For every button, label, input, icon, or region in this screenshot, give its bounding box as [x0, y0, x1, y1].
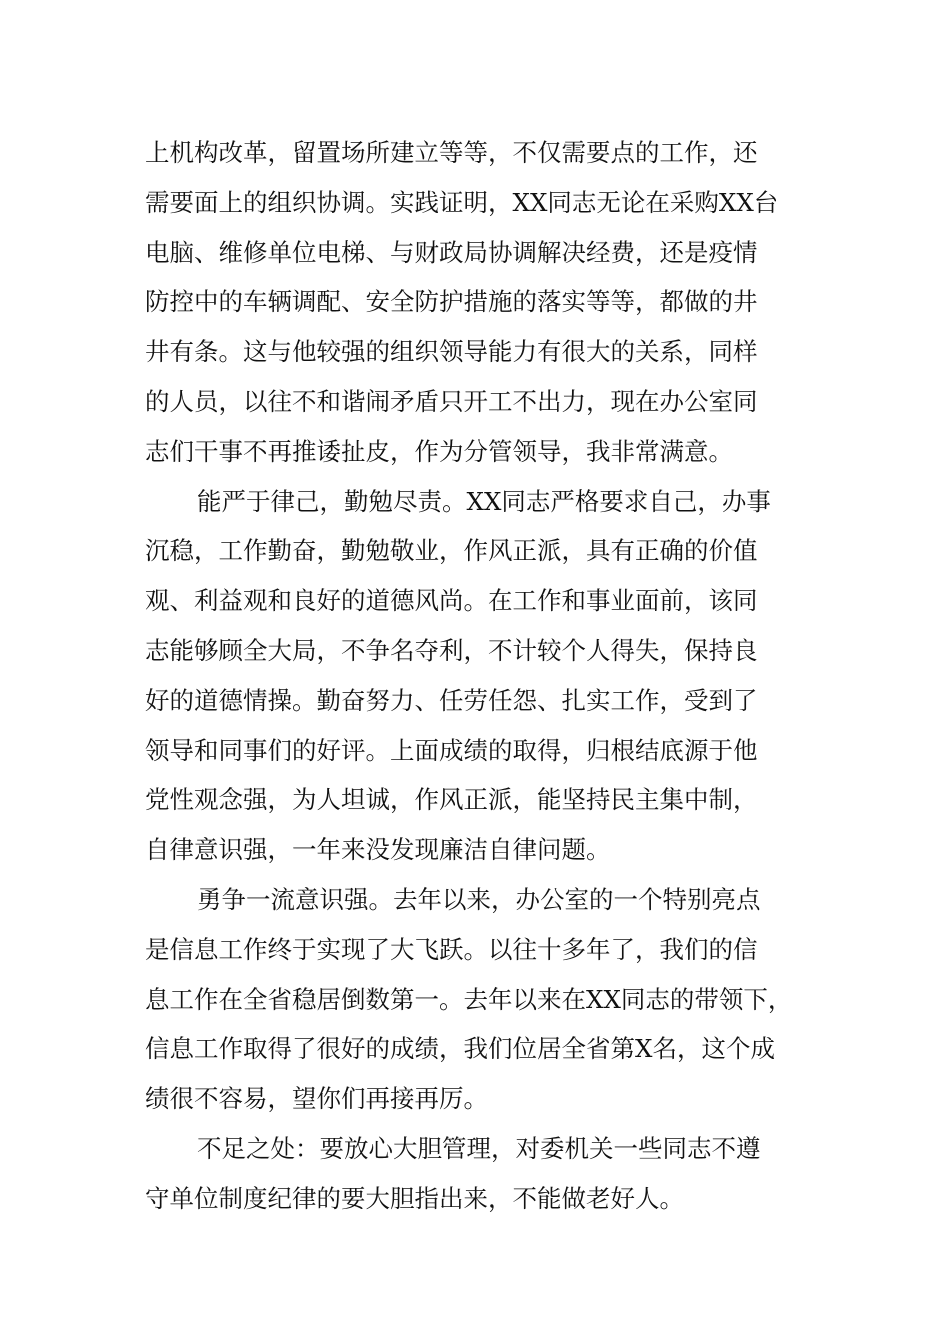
text-line: 的人员，以往不和谐闹矛盾只开工不出力，现在办公室同	[145, 386, 758, 416]
text-line: 能严于律己，勤勉尽责。XX同志严格要求自己，办事	[197, 486, 771, 516]
document-body	[145, 128, 810, 1224]
text-line: 观、利益观和良好的道德风尚。在工作和事业面前，该同	[145, 586, 758, 616]
text-line: 电脑、维修单位电梯、与财政局协调解决经费，还是疫情	[145, 237, 758, 267]
text-line: 守单位制度纪律的要大胆指出来，不能做老好人。	[145, 1183, 684, 1213]
paragraph-3	[145, 875, 810, 1124]
text-line: 好的道德情操。勤奋努力、任劳任怨、扎实工作，受到了	[145, 685, 758, 715]
paragraph-2	[145, 477, 810, 875]
text-line: 领导和同事们的好评。上面成绩的取得，归根结底源于他	[145, 735, 758, 765]
text-line: 息工作在全省稳居倒数第一。去年以来在XX同志的带领下，	[145, 984, 793, 1014]
text-line: 党性观念强，为人坦诚，作风正派，能坚持民主集中制，	[145, 785, 758, 815]
text-line: 勇争一流意识强。去年以来，办公室的一个特别亮点	[197, 884, 761, 914]
text-line: 防控中的车辆调配、安全防护措施的落实等等，都做的井	[145, 287, 758, 317]
text-line: 志们干事不再推诿扯皮，作为分管领导，我非常满意。	[145, 436, 733, 466]
text-line: 需要面上的组织协调。实践证明，XX同志无论在采购XX台	[145, 187, 779, 217]
text-line: 志能够顾全大局，不争名夺利，不计较个人得失，保持良	[145, 635, 758, 665]
paragraph-1	[145, 128, 810, 477]
text-line: 上机构改革，留置场所建立等等，不仅需要点的工作，还	[145, 138, 758, 167]
text-line: 绩很不容易，望你们再接再厉。	[145, 1084, 488, 1114]
text-line: 自律意识强，一年来没发现廉洁自律问题。	[145, 835, 611, 865]
paragraph-4	[145, 1124, 810, 1224]
text-line: 是信息工作终于实现了大飞跃。以往十多年了，我们的信	[145, 934, 758, 964]
text-line: 信息工作取得了很好的成绩，我们位居全省第X名，这个成	[145, 1034, 775, 1064]
text-line: 井有条。这与他较强的组织领导能力有很大的关系，同样	[145, 337, 758, 367]
text-line: 不足之处：要放心大胆管理，对委机关一些同志不遵	[197, 1133, 761, 1163]
text-line: 沉稳，工作勤奋，勤勉敬业，作风正派，具有正确的价值	[145, 536, 758, 566]
